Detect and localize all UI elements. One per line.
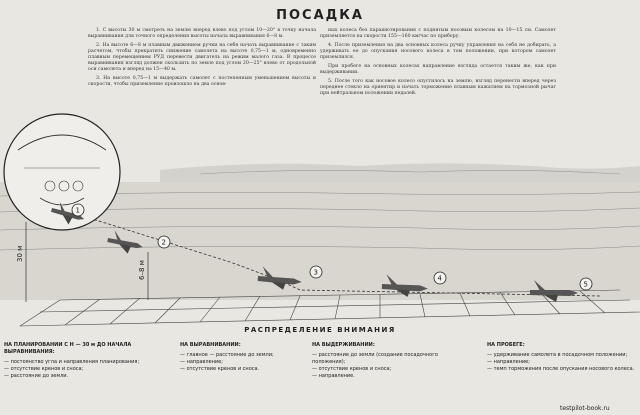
instruction-paragraph: При пробеге на основных колесах направление взгляда остается таким же, как при выдерживании. [320,64,556,75]
instruction-paragraph: 1. С высоты 30 м смотреть на землю вперед влево под углом 10—20° в точку начала выравнивания для точного определения высоты начала выравнивания 6—8 м. [88,28,316,39]
phase-gliding [4,342,154,380]
svg-text:5: 5 [583,280,588,289]
phase-item: — расстояние до земли. [4,373,69,379]
cloud-band [160,163,640,182]
step-marker [434,272,446,284]
instruction-paragraph: ных колеса без парашютирования с поднятым носовым колесом на 10—15 см. Самолет приземляется на скорости 155—160 км/час по прибору. [320,28,556,39]
phase-item: — расстояние до земли (создание посадочного положения); [312,352,438,365]
phase-heading: НА ПЛАНИРОВАНИИ С Н — 30 м ДО НАЧАЛА ВЫРАВНИВАНИЯ: [4,342,132,355]
phase-rollout [487,342,637,373]
svg-text:2: 2 [161,238,166,247]
instructions-left [88,28,316,91]
phase-item: — отсутствие кренов и сноса. [180,366,260,372]
instruction-paragraph: 2. На высоте 6—8 м плавным движением ручки на себя начать выравнивание с таким расчетом, чтобы прекратить снижение самолета на высоте 0,75—1 м, одновременно плавным перемещением РУД перевести двигатель на режим малого газа. В процессе выравнивания взгляд должен скользить по земле под углом 20—25° влево от продольной оси самолета и вперед на 15—40 м. [88,43,316,72]
svg-text:3: 3 [313,268,318,277]
phase-holding [312,342,472,380]
svg-text:6–8 м: 6–8 м [138,260,146,280]
instructions-right [320,28,556,100]
phase-item: — направление. [312,373,355,379]
svg-text:30 м: 30 м [16,245,24,262]
phase-item: — удерживание самолета в посадочном положении; [487,352,628,358]
svg-text:4: 4 [437,274,442,283]
attention-title: РАСПРЕДЕЛЕНИЕ ВНИМАНИЯ [244,326,396,334]
instruction-paragraph: 5. После того как носовое колесо опустилось на землю, взгляд перенести вперед через переднее стекло на ориентир и начать торможение плавным нажатием на тормозной рычаг при нейтральном положении педалей. [320,79,556,96]
phase-heading: НА ВЫДЕРЖИВАНИИ: [312,342,375,348]
phase-item: — темп торможения после опускания носового колеса. [487,366,635,372]
phase-leveling [180,342,330,373]
step-marker [158,236,170,248]
phase-heading: НА ВЫРАВНИВАНИИ: [180,342,241,348]
instruction-paragraph: 3. На высоте 0,75—1 м выдержать самолет с постепенным уменьшением высоты и скорости, чтобы приземление произошло на два основ- [88,76,316,87]
step-marker [72,204,84,216]
phase-item: — отсутствие кренов и сноса; [312,366,392,372]
svg-text:1: 1 [75,206,80,215]
watermark: testpilot-book.ru [560,405,610,412]
step-marker [310,266,322,278]
phase-item: — отсутствие кренов и сноса; [4,366,84,372]
phase-heading: НА ПРОБЕГЕ: [487,342,525,348]
phase-item: — направление; [180,359,223,365]
page-title: ПОСАДКА [276,8,364,23]
phase-item: — постоянство угла и направления планирования; [4,359,140,365]
phase-item: — направление; [487,359,530,365]
step-marker [580,278,592,290]
instruction-paragraph: 4. После приземления на два основных колеса ручку управления на себя не добирать, а удерживать ее до опускания носового колеса в том положении, при котором самолет приземлился. [320,43,556,60]
phase-item: — главное — расстояние до земли; [180,352,274,358]
